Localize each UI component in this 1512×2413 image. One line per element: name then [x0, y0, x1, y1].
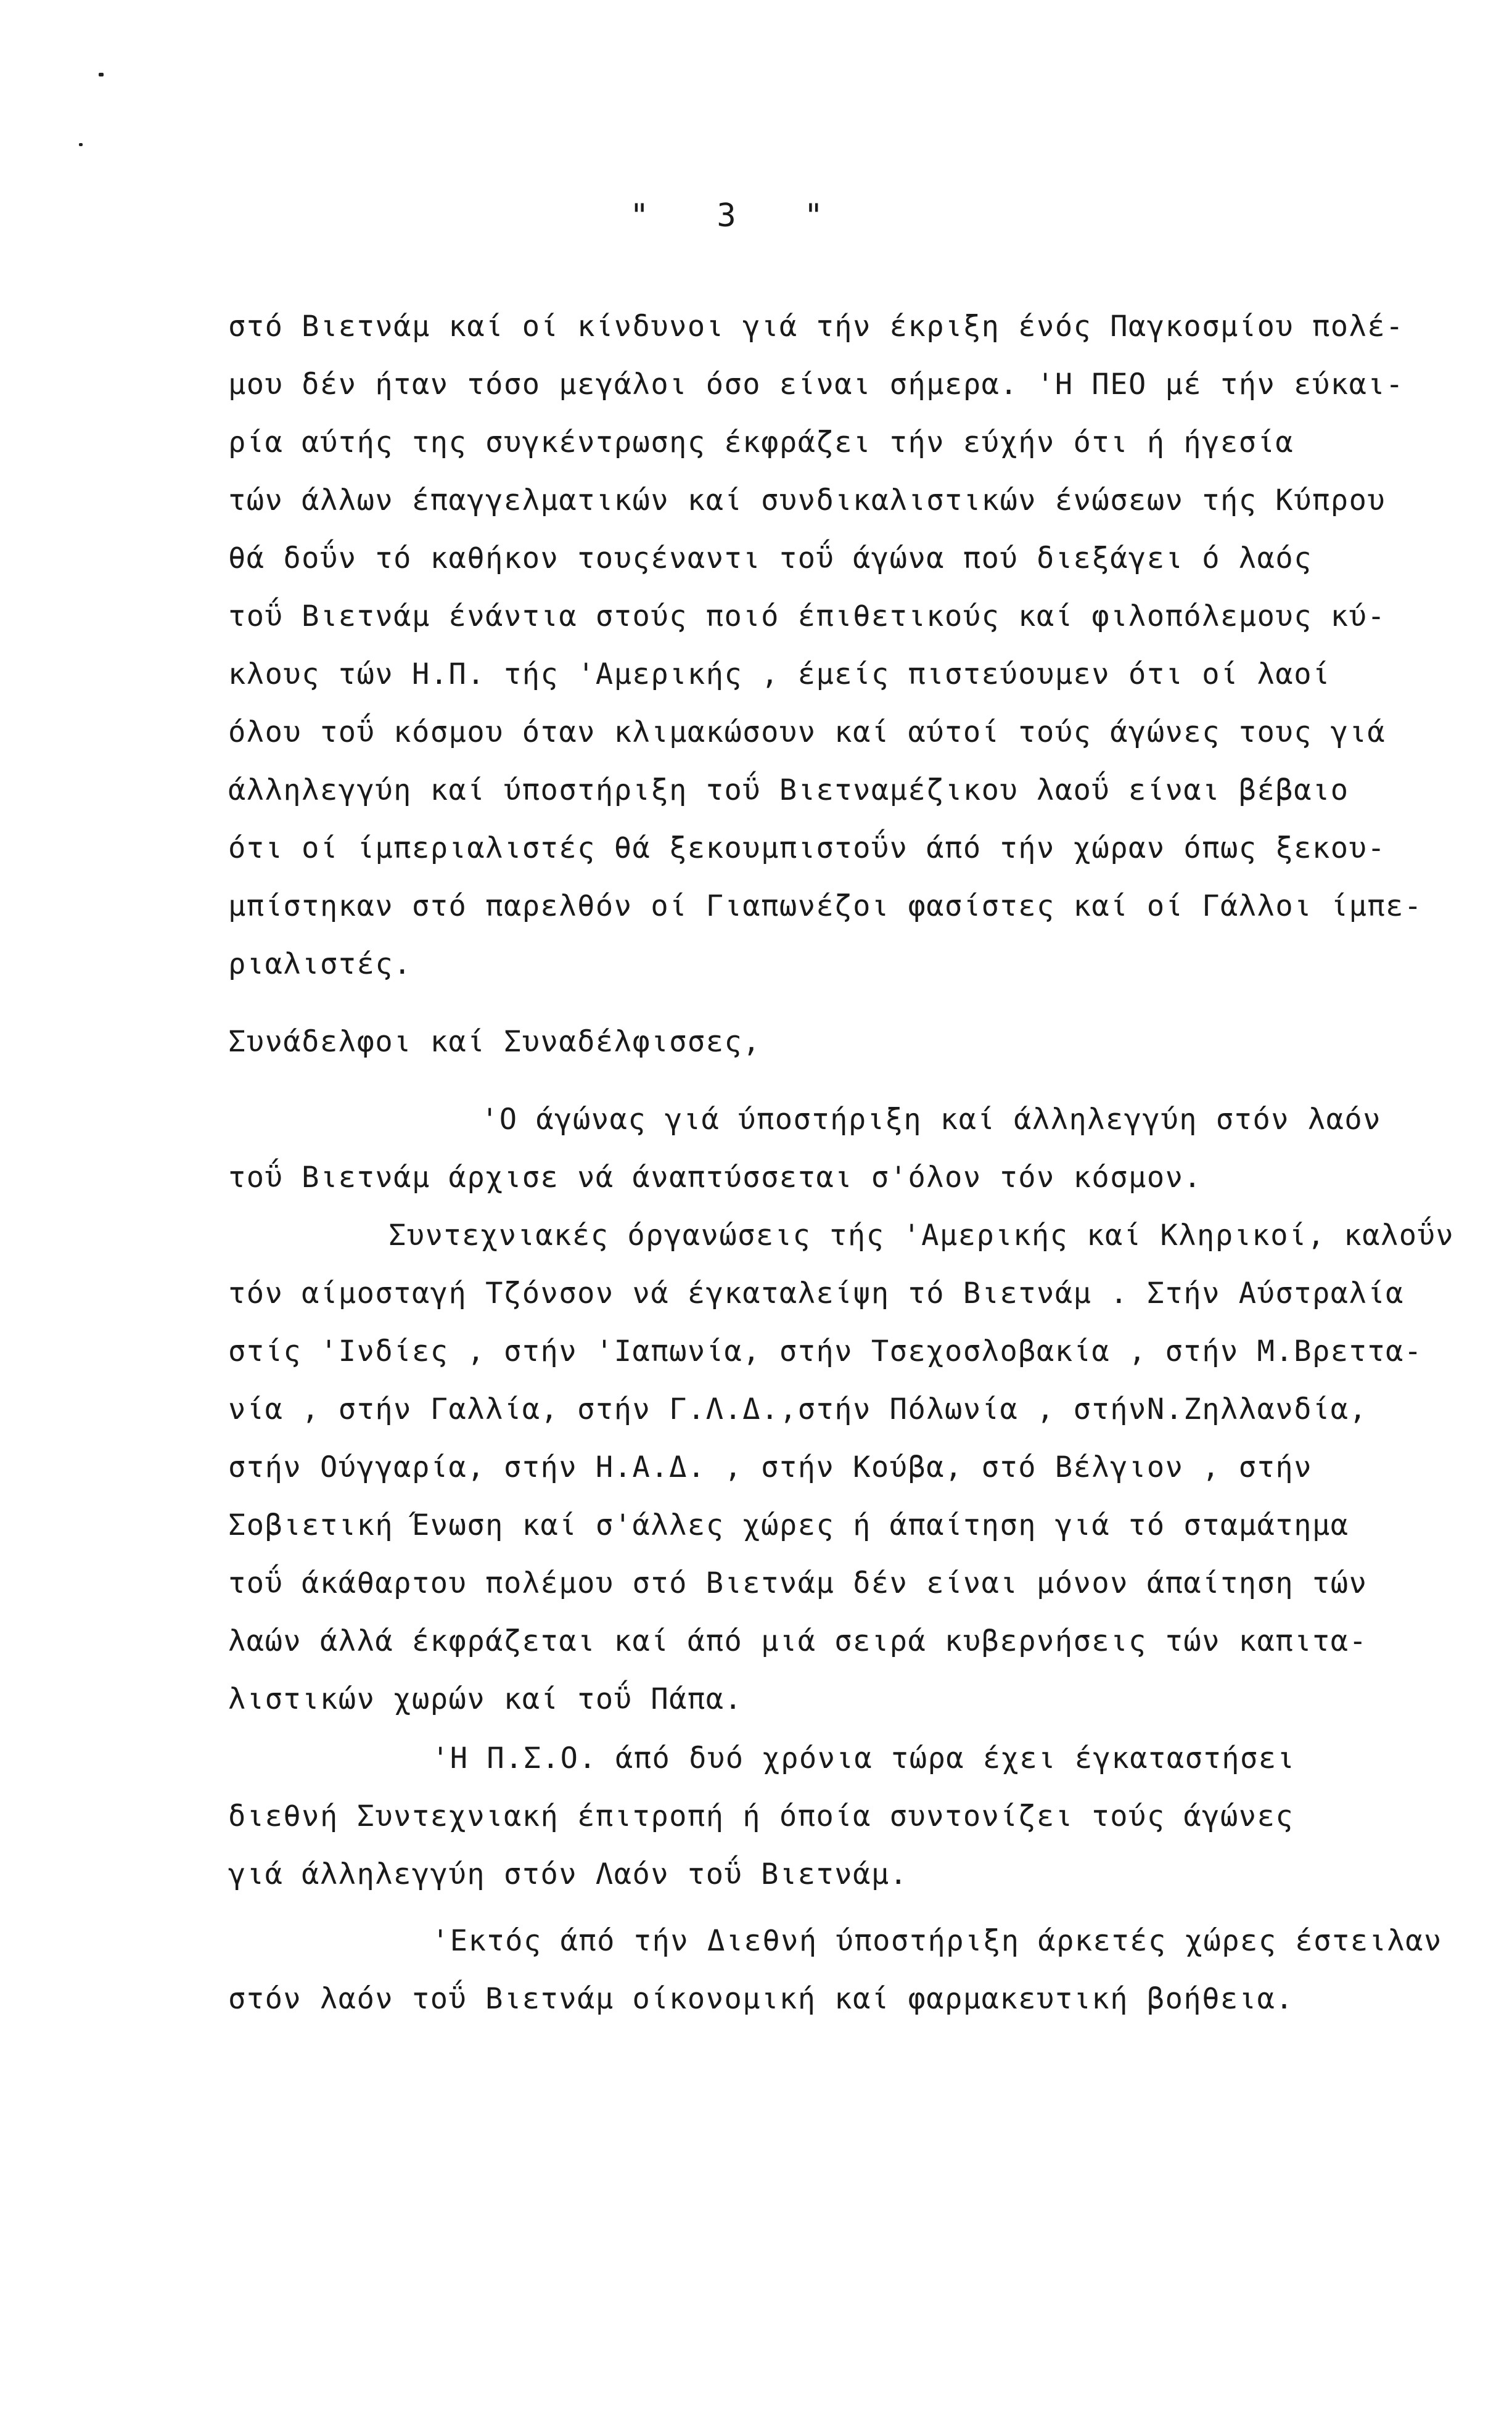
text-line: τοΰ Βιετνάμ άρχισε νά άναπτύσσεται σ'όλον τόν κόσμον. [228, 1161, 1202, 1194]
text-line: τοΰ Βιετνάμ ένάντια στούς ποιό έπιθετικούς καί φιλοπόλεμους κύ- [228, 599, 1386, 633]
text-line: Σοβιετική Ένωση καί σ'άλλες χώρες ή άπαίτηση γιά τό σταμάτημα [228, 1508, 1349, 1542]
text-line: στόν λαόν τοΰ Βιετνάμ οίκονομική καί φαρμακευτική βοήθεια. [228, 1982, 1294, 2016]
text-line: λαών άλλά έκφράζεται καί άπό μιά σειρά κυβερνήσεις τών καπιτα- [228, 1624, 1368, 1658]
text-line: στό Βιετνάμ καί οί κίνδυνοι γιά τήν έκριξη ένός Παγκοσμίου πολέ- [228, 310, 1404, 343]
text-line: τόν αίμοσταγή Τζόνσον νά έγκαταλείψη τό Βιετνάμ . Στήν Αύστραλία [228, 1276, 1404, 1310]
text-line: γιά άλληλεγγύη στόν Λαόν τοΰ Βιετνάμ. [228, 1857, 908, 1891]
scan-speck [99, 73, 104, 76]
text-line: 'Η Π.Σ.Ο. άπό δυό χρόνια τώρα έχει έγκαταστήσει [432, 1741, 1296, 1775]
text-line: νία , στήν Γαλλία, στήν Γ.Λ.Δ.,στήν Πόλωνία , στήνΝ.Ζηλλανδία, [228, 1392, 1368, 1426]
text-line: ρία αύτής της συγκέντρωσης έκφράζει τήν εύχήν ότι ή ήγεσία [228, 425, 1294, 459]
text-line: Συντεχνιακές όργανώσεις τής 'Αμερικής καί Κληρικοί, καλοΰν [388, 1219, 1455, 1252]
text-line: 'Εκτός άπό τήν Διεθνή ύποστήριξη άρκετές χώρες έστειλαν [432, 1924, 1442, 1958]
text-line: 'Ο άγώνας γιά ύποστήριξη καί άλληλεγγύη στόν λαόν [481, 1103, 1382, 1137]
page-number: " 3 " [630, 197, 826, 234]
text-line: ότι οί ίμπεριαλιστές θά ξεκουμπιστοΰν άπό τήν χώραν όπως ξεκου- [228, 831, 1386, 865]
salutation: Συνάδελφοι καί Συναδέλφισσες, [228, 1025, 762, 1059]
text-line: τών άλλων έπαγγελματικών καί συνδικαλιστικών ένώσεων τής Κύπρου [228, 483, 1386, 517]
text-line: κλους τών Η.Π. τής 'Αμερικής , έμείς πιστεύουμεν ότι οί λαοί [228, 657, 1331, 691]
text-line: τοΰ άκάθαρτου πολέμου στό Βιετνάμ δέν είναι μόνον άπαίτηση τών [228, 1566, 1368, 1600]
text-line: στήν Ούγγαρία, στήν Η.Α.Δ. , στήν Κούβα, στό Βέλγιον , στήν [228, 1450, 1312, 1484]
text-line: μου δέν ήταν τόσο μεγάλοι όσο είναι σήμερα. 'Η ΠΕΟ μέ τήν εύκαι- [228, 368, 1404, 401]
scan-speck [79, 143, 83, 146]
text-line: ριαλιστές. [228, 947, 412, 981]
text-line: άλληλεγγύη καί ύποστήριξη τοΰ Βιετναμέζικου λαοΰ είναι βέβαιο [228, 773, 1349, 807]
text-line: λιστικών χωρών καί τοΰ Πάπα. [228, 1682, 743, 1716]
text-line: όλου τοΰ κόσμου όταν κλιμακώσουν καί αύτοί τούς άγώνες τους γιά [228, 715, 1386, 749]
text-line: μπίστηκαν στό παρελθόν οί Γιαπωνέζοι φασίστες καί οί Γάλλοι ίμπε- [228, 889, 1423, 923]
text-line: θά δοΰν τό καθήκον τουςέναντι τοΰ άγώνα πού διεξάγει ό λαός [228, 541, 1312, 575]
text-line: διεθνή Συντεχνιακή έπιτροπή ή όποία συντονίζει τούς άγώνες [228, 1799, 1294, 1833]
text-line: στίς 'Ινδίες , στήν 'Ιαπωνία, στήν Τσεχοσλοβακία , στήν Μ.Βρεττα- [228, 1334, 1423, 1368]
